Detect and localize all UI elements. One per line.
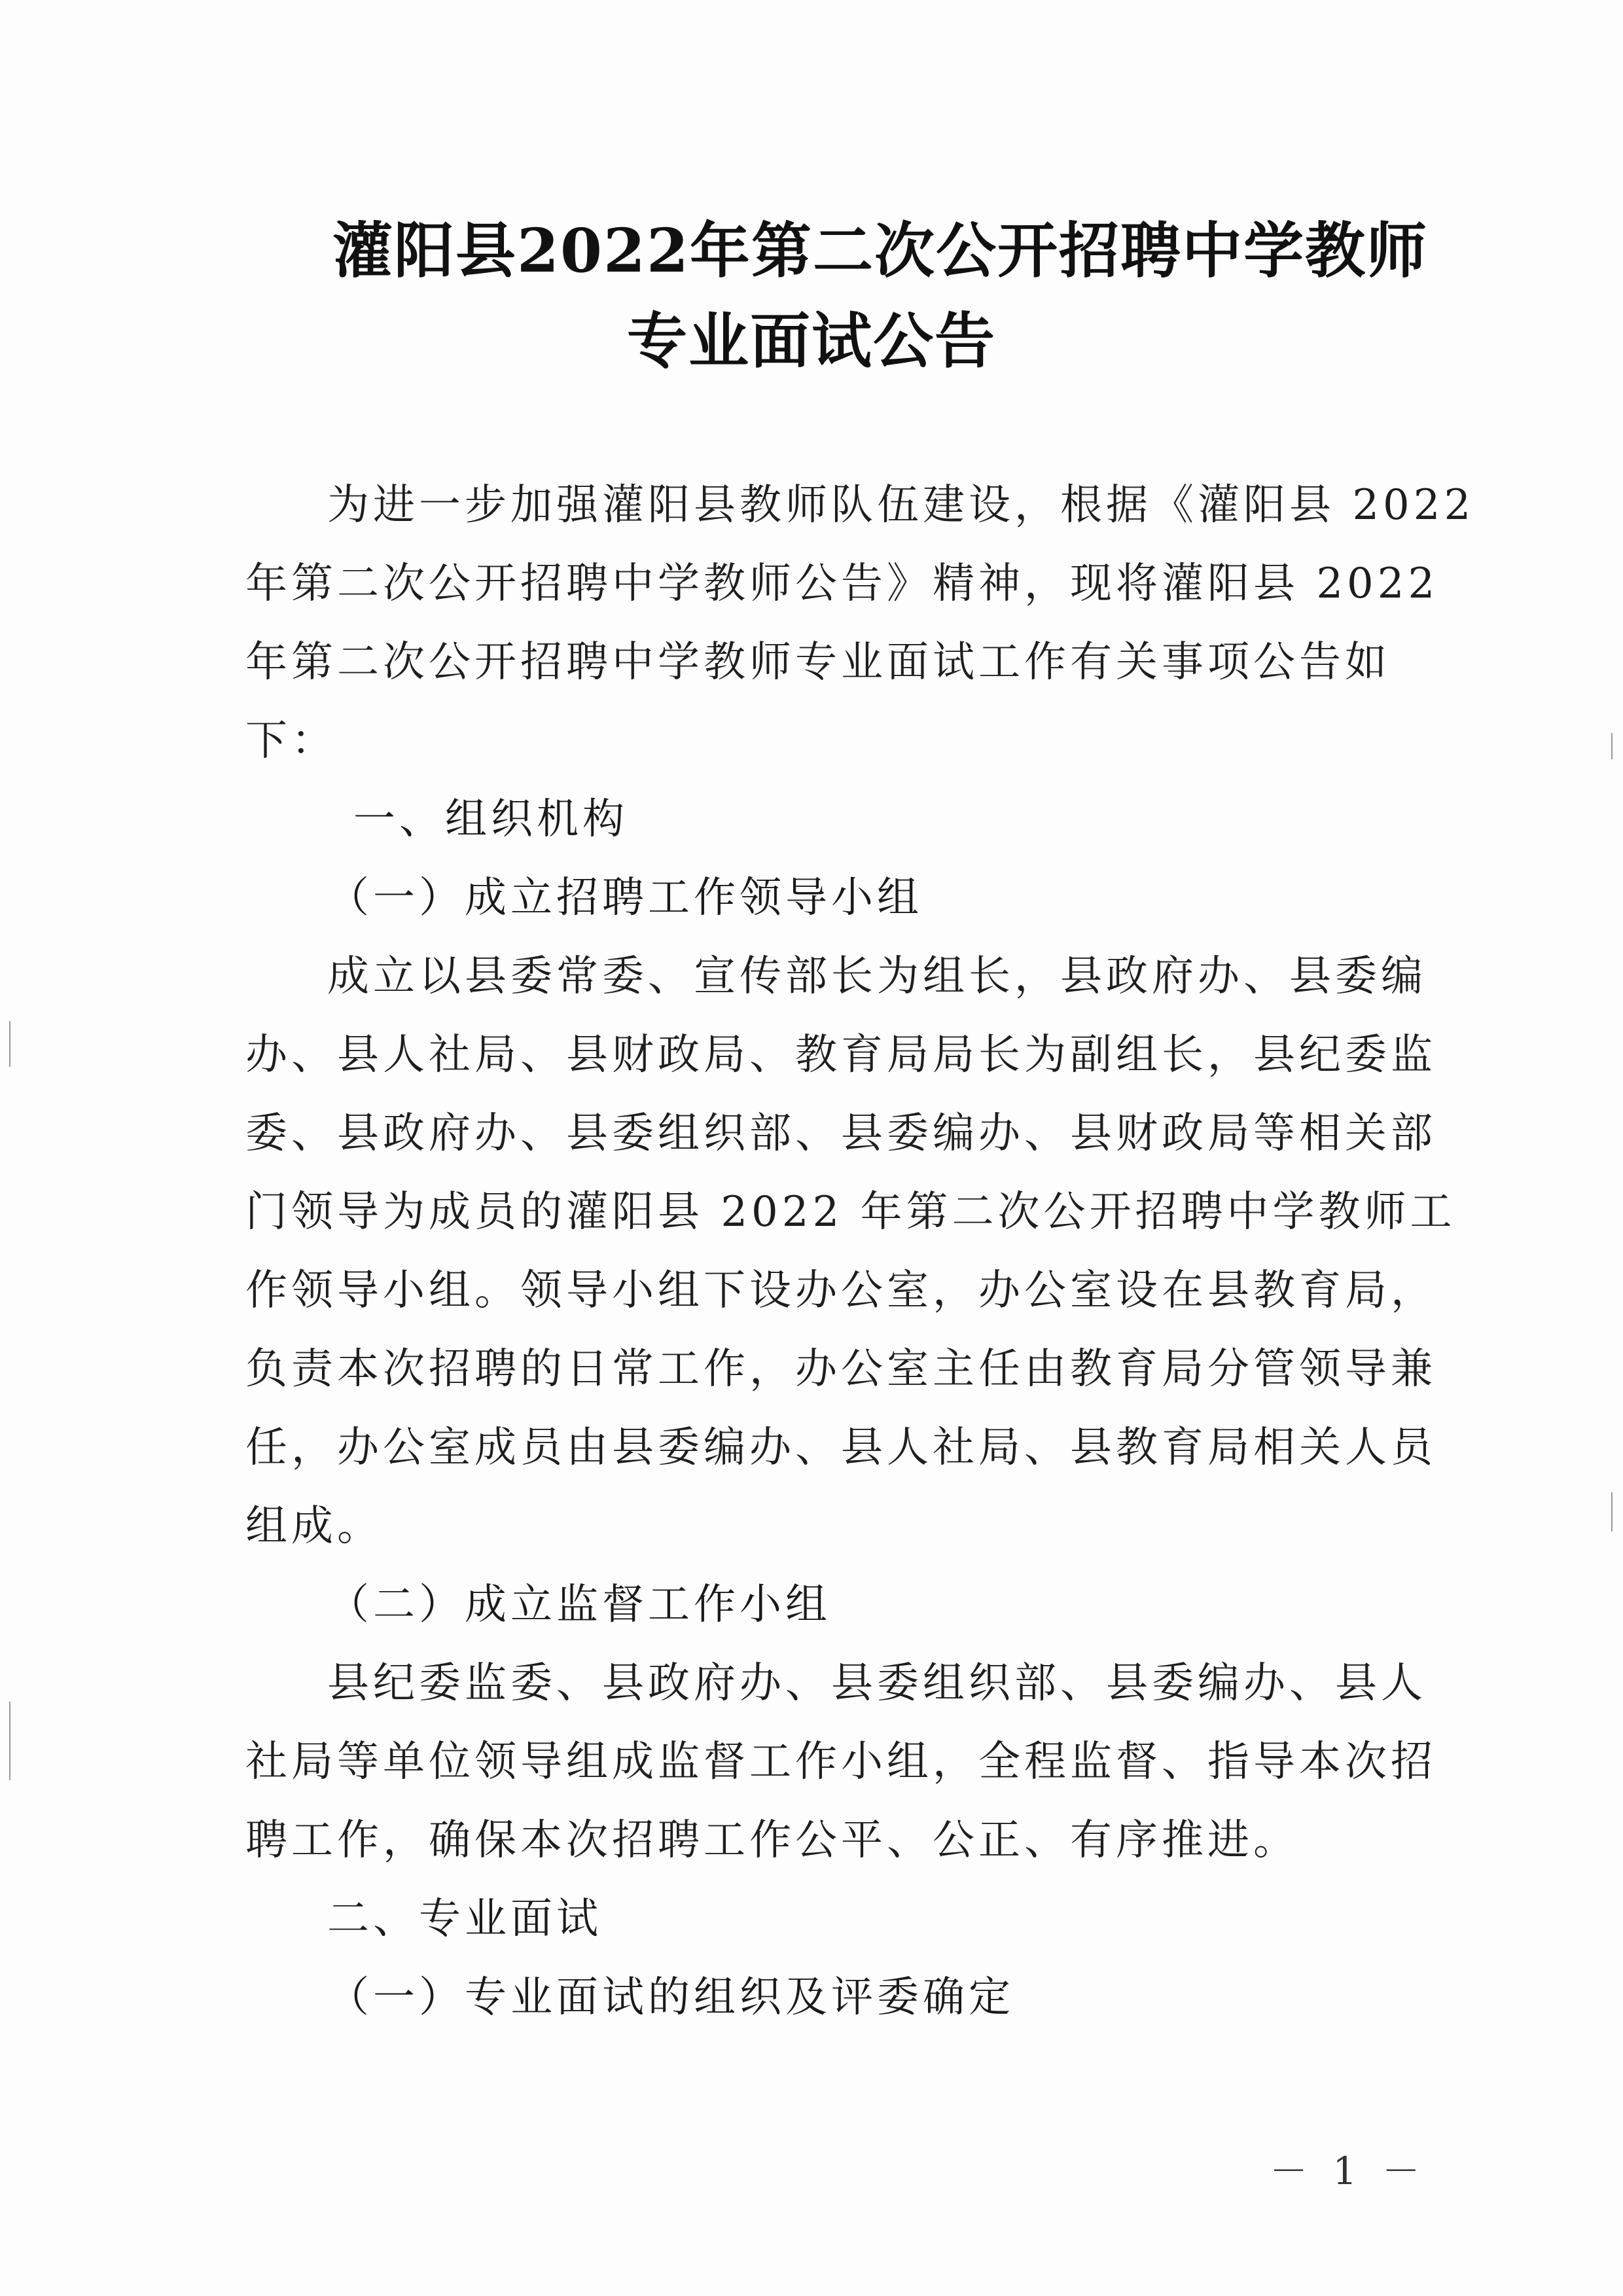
- scan-edge-mark: [1611, 1492, 1613, 1532]
- section1-sub2-heading: （二）成立监督工作小组: [327, 1581, 831, 1629]
- paragraph-line: 委、县政府办、县委组织部、县委编办、县财政局等相关部: [245, 1109, 1436, 1158]
- section2-heading: 二、专业面试: [327, 1895, 602, 1943]
- paragraph-line: 作领导小组。领导小组下设办公室，办公室设在县教育局，: [245, 1266, 1436, 1315]
- section1-sub1-heading: （一）成立招聘工作领导小组: [327, 874, 923, 922]
- document-title-line2: 专业面试公告: [627, 306, 997, 376]
- paragraph-line: 门领导为成员的灌阳县 2022 年第二次公开招聘中学教师工: [245, 1188, 1456, 1236]
- paragraph-line: 任，办公室成员由县委编办、县人社局、县教育局相关人员: [245, 1424, 1436, 1472]
- document-title-line1: 灌阳县2022年第二次公开招聘中学教师: [332, 215, 1429, 286]
- paragraph-line: 成立以县委常委、宣传部长为组长，县政府办、县委编: [327, 952, 1427, 1001]
- paragraph-line: 县纪委监委、县政府办、县委组织部、县委编办、县人: [327, 1659, 1427, 1708]
- paragraph-line: 负责本次招聘的日常工作，办公室主任由教育局分管领导兼: [245, 1345, 1436, 1393]
- intro-line: 下：: [245, 717, 337, 765]
- scan-edge-mark: [1611, 733, 1613, 759]
- paragraph-line: 社局等单位领导组成监督工作小组，全程监督、指导本次招: [245, 1738, 1436, 1786]
- scan-edge-mark: [9, 1702, 10, 1780]
- section2-sub1-heading: （一）专业面试的组织及评委确定: [327, 1973, 1014, 2022]
- intro-line: 为进一步加强灌阳县教师队伍建设，根据《灌阳县 2022: [327, 481, 1475, 529]
- scan-edge-mark: [9, 1021, 10, 1067]
- intro-line: 年第二次公开招聘中学教师公告》精神，现将灌阳县 2022: [245, 560, 1439, 608]
- paragraph-line: 聘工作，确保本次招聘工作公平、公正、有序推进。: [245, 1816, 1299, 1865]
- paragraph-line: 组成。: [245, 1502, 383, 1551]
- section1-heading: 一、组织机构: [353, 795, 628, 844]
- page-number: － 1 －: [1270, 2149, 1427, 2193]
- paragraph-line: 办、县人社局、县财政局、教育局局长为副组长，县纪委监: [245, 1031, 1436, 1079]
- intro-line: 年第二次公开招聘中学教师专业面试工作有关事项公告如: [245, 638, 1391, 687]
